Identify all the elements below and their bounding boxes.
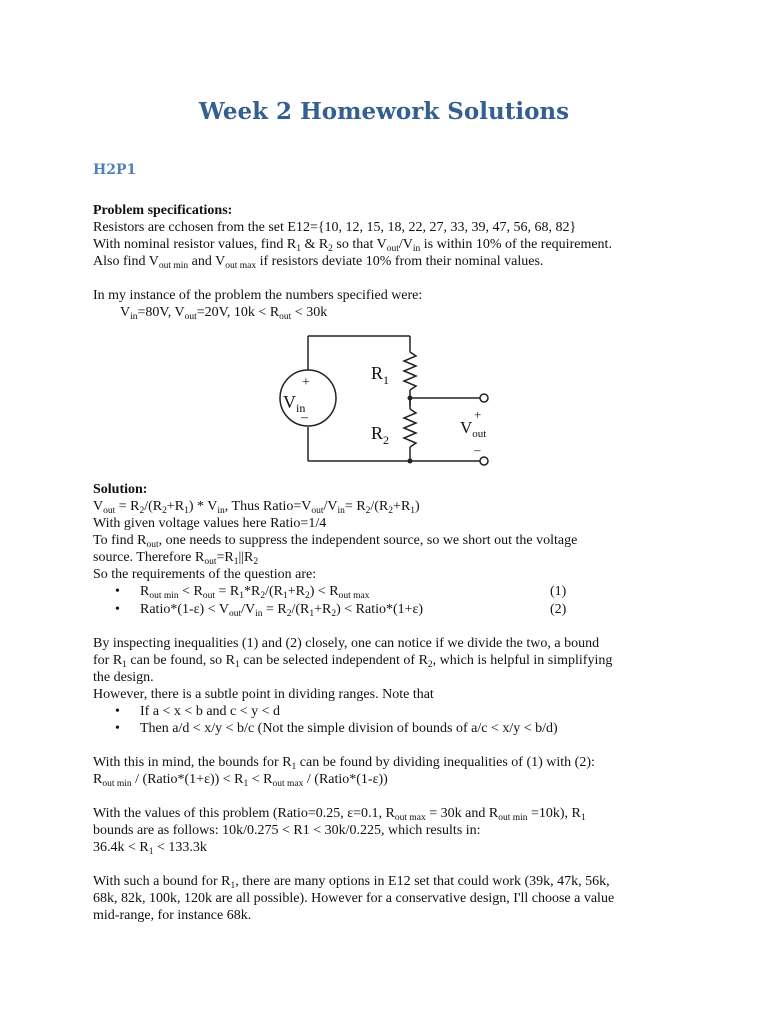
solution-heading: Solution: — [93, 482, 148, 497]
r1-label: $R_1$ — [371, 363, 390, 387]
note-bullet-2: Then a/d < x/y < b/c (Not the simple division of bounds of a/c < x/y < b/d) — [140, 721, 558, 736]
solution-line-3: To find $R_{out}$, one needs to suppress the independent source, so we short out the voltage — [93, 533, 578, 550]
solution-line-5: So the requirements of the question are: — [93, 567, 317, 582]
output-label: $V_{out}$ — [460, 418, 487, 440]
output-terminal-top — [480, 394, 488, 402]
r2-label: $R_2$ — [371, 423, 390, 447]
para1-line-1: By inspecting inequalities (1) and (2) closely, one can notice if we divide the two, a bound — [93, 636, 600, 651]
solution-line-1: $V_{out} = R_2/(R_2+R_1) * V_{in}$, Thus $Ratio=V_{out}/V_{in}= R_2/(R_2+R_1)$ — [93, 499, 420, 516]
spec-heading: Problem specifications: — [93, 203, 233, 218]
output-terminal-bottom — [480, 457, 488, 465]
para4-line-2: 68k, 82k, 100k, 120k are all possible). However for a conservative design, I'll choose a value — [93, 891, 615, 906]
spec-line-2: With nominal resistor values, find $R_1$ & $R_2$ so that $V_{out}/V_{in}$ is within 10% of the requirement. — [93, 237, 612, 254]
para3-line-3: $36.4k < R_1 < 133.3k$ — [93, 840, 207, 857]
solution-line-2: With given voltage values here Ratio=1/4 — [93, 516, 327, 531]
para2-line-2: $R_{out min}$ / (Ratio*(1+ε)) < $R_1 < R_{out max}$ / (Ratio*(1-ε)) — [93, 772, 388, 789]
resistor-r2 — [404, 409, 416, 447]
source-plus: + — [302, 375, 310, 390]
output-minus: – — [474, 442, 481, 457]
spec-line-1: Resistors are cchosen from the set E12={10, 12, 15, 18, 22, 27, 33, 39, 47, 56, 68, 82} — [93, 220, 577, 235]
note-bullet-1: If a < x < b and c < y < d — [140, 704, 281, 719]
node-dot-top — [408, 396, 413, 401]
source-minus: – — [301, 410, 308, 425]
para3-line-2: bounds are as follows: 10k/0.275 < R1 < 30k/0.225, which results in: — [93, 823, 481, 838]
para2-line-1: With this in mind, the bounds for $R_1$ can be found by dividing inequalities of (1) with (2): — [93, 755, 595, 772]
section-heading: H2P1 — [93, 162, 137, 178]
circuit-diagram — [255, 325, 515, 475]
solution-line-4: source. Therefore $R_{out}=R_1||R_2$ — [93, 550, 259, 567]
page-title: Week 2 Homework Solutions — [198, 98, 570, 125]
bullet-icon: • — [115, 721, 120, 736]
para4-line-3: mid-range, for instance 68k. — [93, 908, 252, 923]
para1-line-3: the design. — [93, 670, 154, 685]
bullet-icon: • — [115, 584, 120, 599]
bullet-icon: • — [115, 704, 120, 719]
requirement-1: $R_{out min} < R_{out} = R_1*R_2/(R_1+R_2) < R_{out max}$ — [140, 584, 370, 601]
bullet-icon: • — [115, 602, 120, 617]
para1-line-4: However, there is a subtle point in dividing ranges. Note that — [93, 687, 434, 702]
resistor-r1 — [404, 352, 416, 390]
para3-line-1: With the values of this problem (Ratio=0.25, ε=0.1, $R_{out max} = 30k$ and $R_{out min} =10k$), $R_1$ — [93, 806, 586, 823]
node-dot-bottom — [408, 459, 413, 464]
requirement-2: Ratio*(1-ε) < $V_{out}/V_{in} = R_2/(R_1+R_2)$ < Ratio*(1+ε) — [140, 602, 424, 619]
para4-line-1: With such a bound for $R_1$, there are many options in E12 set that could work (39k, 47k, 56k, — [93, 874, 610, 891]
output-plus: + — [474, 407, 482, 422]
instance-intro: In my instance of the problem the numbers specified were: — [93, 288, 423, 303]
equation-number-2: (2) — [550, 602, 567, 617]
para1-line-2: for $R_1$ can be found, so $R_1$ can be selected independent of $R_2$, which is helpful in simplifying — [93, 653, 613, 670]
equation-number-1: (1) — [550, 584, 567, 599]
spec-line-3: Also find $V_{out min}$ and $V_{out max}$ if resistors deviate 10% from their nominal values. — [93, 254, 544, 271]
instance-values: $V_{in}=80V$, $V_{out}=20V$, $10k < R_{out} < 30k$ — [120, 305, 328, 322]
source-label: $V_{in}$ — [283, 392, 306, 415]
